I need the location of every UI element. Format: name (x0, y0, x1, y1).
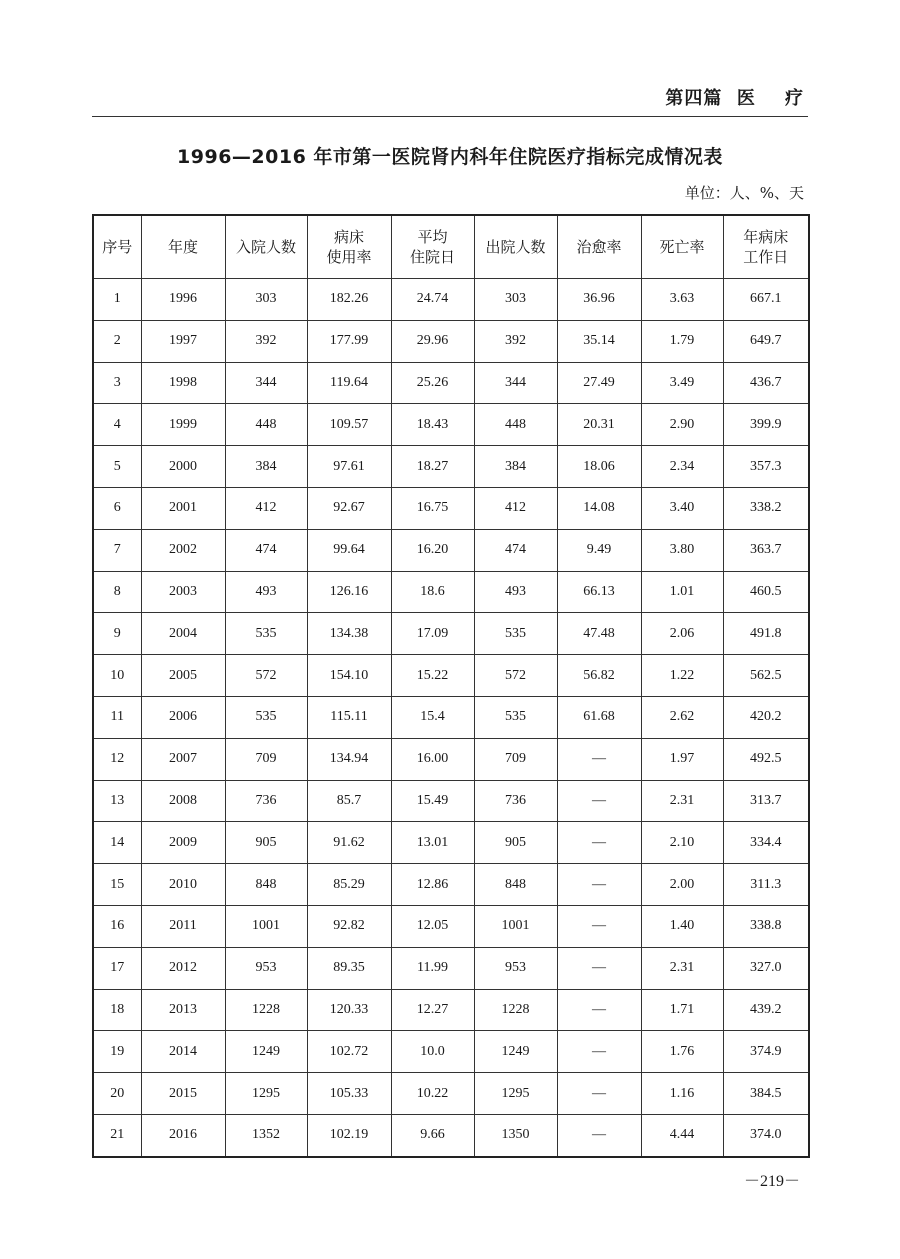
table-cell: 334.4 (723, 822, 809, 864)
table-cell: 12.86 (391, 864, 474, 906)
column-header: 治愈率 (557, 215, 641, 279)
table-cell: 1.97 (641, 738, 723, 780)
table-cell: 535 (225, 613, 307, 655)
table-row (93, 1031, 809, 1073)
table-cell: 848 (474, 864, 557, 906)
table-cell: 105.33 (307, 1073, 391, 1115)
table-cell: 1249 (225, 1031, 307, 1073)
column-header: 年度 (141, 215, 225, 279)
table-cell: 3 (93, 362, 141, 404)
table-cell: 2.34 (641, 446, 723, 488)
table-cell: 3.63 (641, 279, 723, 321)
table-cell: 5 (93, 446, 141, 488)
table-row (93, 655, 809, 697)
table-row (93, 529, 809, 571)
table-cell: 10.22 (391, 1073, 474, 1115)
table-cell: 85.29 (307, 864, 391, 906)
table-cell: 6 (93, 487, 141, 529)
table-cell: 953 (225, 947, 307, 989)
table-cell: 1.40 (641, 905, 723, 947)
table-cell: 27.49 (557, 362, 641, 404)
table-cell: 18 (93, 989, 141, 1031)
table-row (93, 947, 809, 989)
table-cell: — (557, 905, 641, 947)
table-cell: 92.82 (307, 905, 391, 947)
table-cell: 9 (93, 613, 141, 655)
table-cell: 66.13 (557, 571, 641, 613)
table-cell: 92.67 (307, 487, 391, 529)
table-cell: 12.05 (391, 905, 474, 947)
table-row (93, 738, 809, 780)
table-cell: 18.27 (391, 446, 474, 488)
table-cell: — (557, 822, 641, 864)
table-cell: 25.26 (391, 362, 474, 404)
table-cell: 11 (93, 696, 141, 738)
table-cell: 19 (93, 1031, 141, 1073)
table-cell: 102.19 (307, 1114, 391, 1156)
table-cell: 2.31 (641, 947, 723, 989)
table-cell: — (557, 1031, 641, 1073)
table-cell: 493 (474, 571, 557, 613)
table-cell: 313.7 (723, 780, 809, 822)
table-cell: 562.5 (723, 655, 809, 697)
table-row (93, 613, 809, 655)
table-cell: 97.61 (307, 446, 391, 488)
table-cell: 20 (93, 1073, 141, 1115)
table-cell: 1228 (225, 989, 307, 1031)
table-cell: 709 (474, 738, 557, 780)
table-cell: 119.64 (307, 362, 391, 404)
table-cell: 493 (225, 571, 307, 613)
table-cell: 311.3 (723, 864, 809, 906)
table-cell: 384.5 (723, 1073, 809, 1115)
table-cell: 363.7 (723, 529, 809, 571)
table-cell: 15.22 (391, 655, 474, 697)
table-cell: 2007 (141, 738, 225, 780)
table-cell: 2.06 (641, 613, 723, 655)
table-cell: 115.11 (307, 696, 391, 738)
table-cell: 2009 (141, 822, 225, 864)
table-cell: 338.8 (723, 905, 809, 947)
table-cell: 667.1 (723, 279, 809, 321)
table-cell: 16.00 (391, 738, 474, 780)
table-cell: 1350 (474, 1114, 557, 1156)
column-header: 出院人数 (474, 215, 557, 279)
table-cell: 61.68 (557, 696, 641, 738)
column-header: 入院人数 (225, 215, 307, 279)
table-cell: — (557, 947, 641, 989)
table-cell: 1996 (141, 279, 225, 321)
table-cell: 18.43 (391, 404, 474, 446)
table-cell: 16.75 (391, 487, 474, 529)
table-cell: 2015 (141, 1073, 225, 1115)
table-cell: 649.7 (723, 320, 809, 362)
unit-note: 单位：人、%、天 (684, 184, 804, 202)
table-cell: 535 (225, 696, 307, 738)
table-cell: 492.5 (723, 738, 809, 780)
table-cell: 2.90 (641, 404, 723, 446)
table-cell: 439.2 (723, 989, 809, 1031)
table-cell: 3.40 (641, 487, 723, 529)
table-cell: 13 (93, 780, 141, 822)
table-row (93, 487, 809, 529)
table-cell: 154.10 (307, 655, 391, 697)
table-cell: 4.44 (641, 1114, 723, 1156)
table-cell: 436.7 (723, 362, 809, 404)
table-cell: 491.8 (723, 613, 809, 655)
table-cell: 2013 (141, 989, 225, 1031)
table-cell: 16 (93, 905, 141, 947)
table-cell: 448 (225, 404, 307, 446)
table-cell: 412 (474, 487, 557, 529)
table-cell: 2.62 (641, 696, 723, 738)
table-cell: 2003 (141, 571, 225, 613)
table-cell: 535 (474, 613, 557, 655)
table-cell: 3.49 (641, 362, 723, 404)
table-cell: 327.0 (723, 947, 809, 989)
table-row (93, 446, 809, 488)
table-cell: 24.74 (391, 279, 474, 321)
table-cell: 1.76 (641, 1031, 723, 1073)
table-cell: 1.22 (641, 655, 723, 697)
table-cell: 338.2 (723, 487, 809, 529)
table-cell: 572 (225, 655, 307, 697)
table-cell: 2010 (141, 864, 225, 906)
table-cell: 47.48 (557, 613, 641, 655)
table-cell: 134.94 (307, 738, 391, 780)
table-cell: — (557, 1073, 641, 1115)
table-cell: 13.01 (391, 822, 474, 864)
table-row (93, 780, 809, 822)
table-cell: 1295 (474, 1073, 557, 1115)
table-cell: 177.99 (307, 320, 391, 362)
table-cell: — (557, 738, 641, 780)
column-header: 平均 住院日 (391, 215, 474, 279)
table-cell: 2011 (141, 905, 225, 947)
table-cell: 8 (93, 571, 141, 613)
table-cell: 1.01 (641, 571, 723, 613)
table-cell: 344 (225, 362, 307, 404)
table-cell: 412 (225, 487, 307, 529)
table-cell: 14.08 (557, 487, 641, 529)
table-cell: 16.20 (391, 529, 474, 571)
table-row (93, 279, 809, 321)
table-cell: 20.31 (557, 404, 641, 446)
table-cell: 2006 (141, 696, 225, 738)
table-row (93, 362, 809, 404)
table-cell: 474 (474, 529, 557, 571)
table-cell: 905 (225, 822, 307, 864)
table-cell: 4 (93, 404, 141, 446)
table-cell: 21 (93, 1114, 141, 1156)
table-cell: 1.71 (641, 989, 723, 1031)
table-cell: 2014 (141, 1031, 225, 1073)
table-cell: 10.0 (391, 1031, 474, 1073)
table-cell: 357.3 (723, 446, 809, 488)
table-cell: 10 (93, 655, 141, 697)
table-cell: 120.33 (307, 989, 391, 1031)
table-cell: 1001 (474, 905, 557, 947)
table-header-row (93, 215, 809, 279)
table-cell: 1249 (474, 1031, 557, 1073)
column-header: 死亡率 (641, 215, 723, 279)
table-cell: 2004 (141, 613, 225, 655)
table-cell: 1001 (225, 905, 307, 947)
table-cell: 2.00 (641, 864, 723, 906)
table-cell: 17 (93, 947, 141, 989)
table-cell: 18.06 (557, 446, 641, 488)
table-row (93, 320, 809, 362)
table-cell: 2002 (141, 529, 225, 571)
table-cell: 1295 (225, 1073, 307, 1115)
table-cell: 109.57 (307, 404, 391, 446)
table-cell: 2.10 (641, 822, 723, 864)
table-row (93, 571, 809, 613)
table-cell: — (557, 1114, 641, 1156)
table-cell: 1.16 (641, 1073, 723, 1115)
table-cell: 15.4 (391, 696, 474, 738)
table-cell: — (557, 864, 641, 906)
table-cell: 572 (474, 655, 557, 697)
table-cell: 126.16 (307, 571, 391, 613)
table-cell: 2 (93, 320, 141, 362)
table-cell: 303 (225, 279, 307, 321)
table-cell: 12 (93, 738, 141, 780)
data-table (92, 214, 810, 1158)
table-cell: 56.82 (557, 655, 641, 697)
table-row (93, 696, 809, 738)
table-cell: 474 (225, 529, 307, 571)
table-cell: 736 (474, 780, 557, 822)
table-cell: 399.9 (723, 404, 809, 446)
table-cell: 384 (225, 446, 307, 488)
table-cell: 36.96 (557, 279, 641, 321)
table-title: 1996—2016 年市第一医院肾内科年住院医疗指标完成情况表 (177, 146, 723, 168)
table-cell: 14 (93, 822, 141, 864)
page-number: －219－ (743, 1173, 800, 1190)
table-body (93, 279, 809, 1157)
table-cell: 11.99 (391, 947, 474, 989)
table-cell: 2001 (141, 487, 225, 529)
table-row (93, 1073, 809, 1115)
table-cell: 9.66 (391, 1114, 474, 1156)
column-header: 年病床 工作日 (723, 215, 809, 279)
table-cell: — (557, 780, 641, 822)
table-cell: 2016 (141, 1114, 225, 1156)
table-cell: 89.35 (307, 947, 391, 989)
table-cell: 1 (93, 279, 141, 321)
table-cell: 374.0 (723, 1114, 809, 1156)
running-head: 第四篇 医 疗 (665, 88, 804, 109)
table-cell: 392 (225, 320, 307, 362)
table-cell: 1998 (141, 362, 225, 404)
table-cell: 9.49 (557, 529, 641, 571)
table-cell: 448 (474, 404, 557, 446)
header-rule (92, 116, 808, 117)
table-cell: 303 (474, 279, 557, 321)
table-cell: 1352 (225, 1114, 307, 1156)
column-header: 病床 使用率 (307, 215, 391, 279)
table-cell: 953 (474, 947, 557, 989)
table-cell: 1.79 (641, 320, 723, 362)
table-cell: 1228 (474, 989, 557, 1031)
table-cell: 374.9 (723, 1031, 809, 1073)
table-cell: 905 (474, 822, 557, 864)
table-cell: 535 (474, 696, 557, 738)
table-cell: 2008 (141, 780, 225, 822)
table-cell: 2012 (141, 947, 225, 989)
table-row (93, 822, 809, 864)
table-cell: 460.5 (723, 571, 809, 613)
column-header: 序号 (93, 215, 141, 279)
table-cell: 392 (474, 320, 557, 362)
table-cell: 2000 (141, 446, 225, 488)
table-row (93, 989, 809, 1031)
table-row (93, 905, 809, 947)
table-cell: 134.38 (307, 613, 391, 655)
table-cell: 7 (93, 529, 141, 571)
table-cell: 709 (225, 738, 307, 780)
table-cell: 420.2 (723, 696, 809, 738)
table-cell: 15.49 (391, 780, 474, 822)
table-cell: 736 (225, 780, 307, 822)
table-row (93, 404, 809, 446)
table-cell: 182.26 (307, 279, 391, 321)
table-cell: 17.09 (391, 613, 474, 655)
table-cell: 102.72 (307, 1031, 391, 1073)
table-cell: 1999 (141, 404, 225, 446)
table-cell: 344 (474, 362, 557, 404)
table-row (93, 1114, 809, 1156)
table-row (93, 864, 809, 906)
table-cell: 2.31 (641, 780, 723, 822)
table-cell: 18.6 (391, 571, 474, 613)
table-cell: 91.62 (307, 822, 391, 864)
table-cell: 29.96 (391, 320, 474, 362)
table-cell: 99.64 (307, 529, 391, 571)
table-cell: 15 (93, 864, 141, 906)
table-cell: 85.7 (307, 780, 391, 822)
table-cell: 2005 (141, 655, 225, 697)
table-cell: 384 (474, 446, 557, 488)
table-cell: 848 (225, 864, 307, 906)
table-cell: 12.27 (391, 989, 474, 1031)
table-cell: — (557, 989, 641, 1031)
table-cell: 35.14 (557, 320, 641, 362)
table-cell: 1997 (141, 320, 225, 362)
table-cell: 3.80 (641, 529, 723, 571)
